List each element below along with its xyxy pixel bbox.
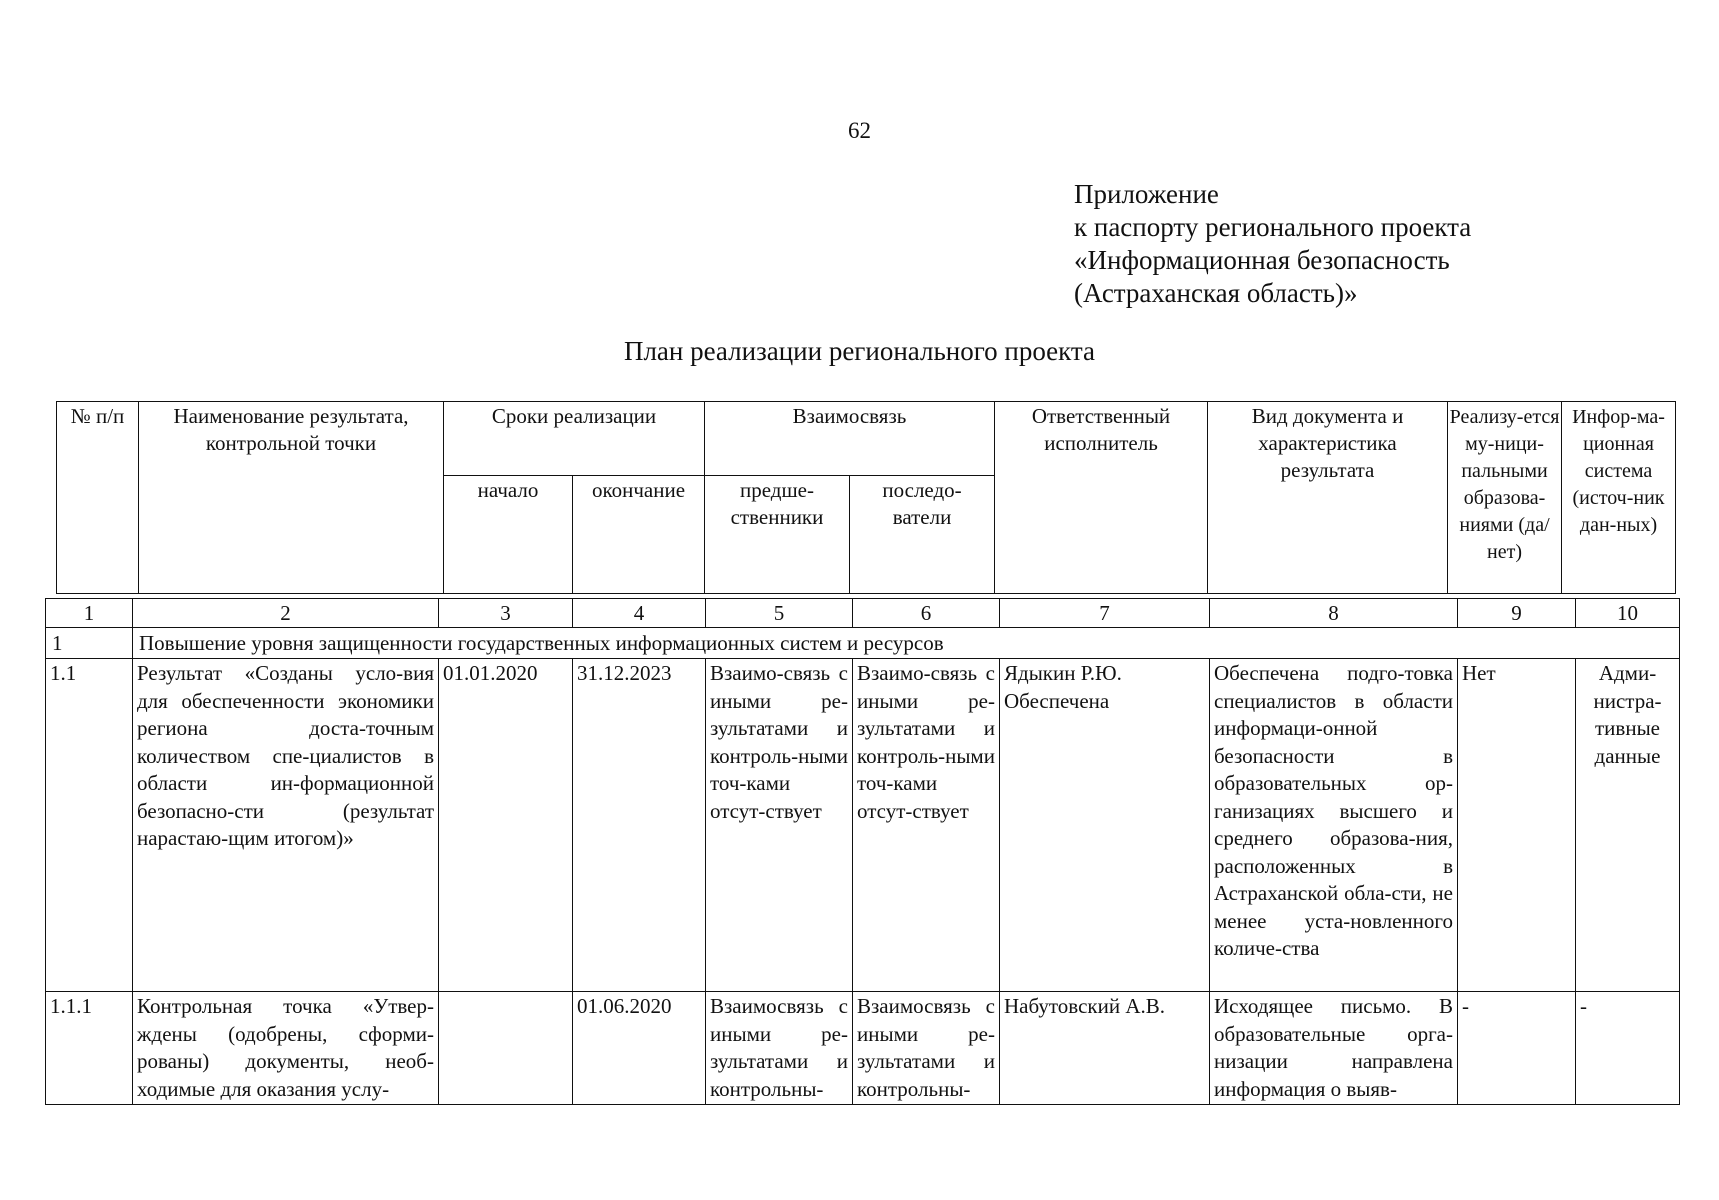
row-doc-type: Исходящее письмо. В образовательные орга-низации направлена информация о выяв-: [1210, 992, 1458, 1105]
appendix-line: «Информационная безопасность: [1074, 245, 1450, 275]
row-municipal: Нет: [1458, 659, 1576, 992]
header-predecessors: предше-ственники: [705, 476, 850, 594]
row-name: Контрольная точка «Утвер-ждены (одобрены, сформи-рованы) документы, необ-ходимые для оказания услу-: [133, 992, 439, 1105]
row-municipal: -: [1458, 992, 1576, 1105]
row-info-system: -: [1576, 992, 1680, 1105]
header-end: окончание: [573, 476, 705, 594]
column-number: 1: [46, 599, 133, 628]
column-number: 2: [133, 599, 439, 628]
column-number: 9: [1458, 599, 1576, 628]
column-number: 8: [1210, 599, 1458, 628]
row-name: Результат «Созданы усло-вия для обеспеченности экономики региона доста-точным количеством спе-циалистов в области ин-формационной безопасно-сти (результат нарастаю-щим итогом)»: [133, 659, 439, 992]
table-body: [45, 598, 1680, 1105]
header-municipal: Реализу-ется му-ници-пальными образова-ниями (да/нет): [1448, 402, 1562, 594]
row-predecessors: Взаимосвязь с иными ре-зультатами и контрольны-: [706, 992, 853, 1105]
header-info-system: Инфор-ма-ционная система (источ-ник дан-ных): [1562, 402, 1676, 594]
column-number: 5: [706, 599, 853, 628]
section-num: 1: [46, 628, 133, 659]
header-responsible: Ответственный исполнитель: [995, 402, 1208, 594]
column-number: 3: [439, 599, 573, 628]
appendix-line: (Астраханская область)»: [1074, 278, 1358, 308]
header-start: начало: [444, 476, 573, 594]
row-start: 01.01.2020: [439, 659, 573, 992]
row-end: 31.12.2023: [573, 659, 706, 992]
column-number: 7: [1000, 599, 1210, 628]
page-number: 62: [848, 118, 871, 143]
section-row: [46, 628, 1680, 659]
row-info-system: Адми-нистра-тивные данные: [1576, 659, 1680, 992]
header-link: Взаимосвязь: [705, 402, 995, 476]
appendix-line: Приложение: [1074, 179, 1219, 209]
row-num: 1.1: [46, 659, 133, 992]
row-num: 1.1.1: [46, 992, 133, 1105]
table-header: [56, 401, 1676, 594]
row-successors: Взаимо-связь с иными ре-зультатами и контроль-ными точ-ками отсут-ствует: [853, 659, 1000, 992]
header-doc-type: Вид документа и характеристика результата: [1208, 402, 1448, 594]
appendix-line: к паспорту регионального проекта: [1074, 212, 1472, 242]
header-terms: Сроки реализации: [444, 402, 705, 476]
row-start: [439, 992, 573, 1105]
plan-title: План реализации регионального проекта: [623, 336, 1096, 366]
row-responsible: Ядыкин Р.Ю. Обеспечена: [1000, 659, 1210, 992]
header-name: Наименование результата, контрольной точки: [139, 402, 444, 594]
column-number: 4: [573, 599, 706, 628]
header-successors: последо-ватели: [850, 476, 995, 594]
row-responsible: Набутовский А.В.: [1000, 992, 1210, 1105]
appendix-header: [1074, 178, 1471, 310]
column-number: 10: [1576, 599, 1680, 628]
row-successors: Взаимосвязь с иными ре-зультатами и контрольны-: [853, 992, 1000, 1105]
row-doc-type: Обеспечена подго-товка специалистов в области информаци-онной безопасности в образовательных ор-ганизациях высшего и среднего образова-ния, расположенных в Астраханской обла-сти, не менее уста-новленного количе-ства: [1210, 659, 1458, 992]
table-row: [46, 992, 1680, 1105]
section-title: Повышение уровня защищенности государственных информационных систем и ресурсов: [133, 628, 1680, 659]
header-num: № п/п: [57, 402, 139, 594]
column-number: 6: [853, 599, 1000, 628]
table-row: [46, 659, 1680, 992]
row-predecessors: Взаимо-связь с иными ре-зультатами и контроль-ными точ-ками отсут-ствует: [706, 659, 853, 992]
row-end: 01.06.2020: [573, 992, 706, 1105]
column-number-row: [46, 599, 1680, 628]
